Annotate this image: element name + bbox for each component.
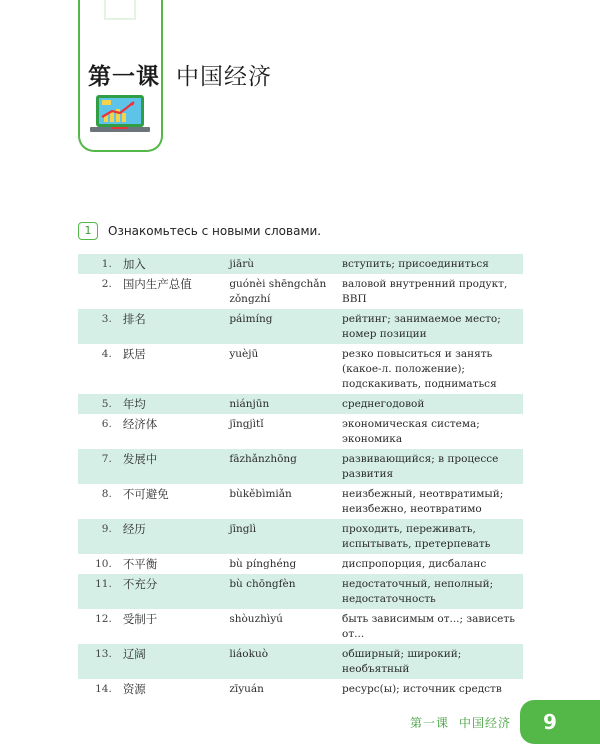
vocab-pinyin: liáokuò xyxy=(226,644,339,679)
vocab-hanzi: 不充分 xyxy=(120,574,227,609)
footer-lesson xyxy=(410,714,511,731)
vocab-number: 14. xyxy=(95,683,112,695)
vocab-translation: вступить; присоединиться xyxy=(339,254,523,274)
vocab-hanzi: 国内生产总值 xyxy=(122,277,192,291)
vocab-row xyxy=(78,394,523,414)
vocabulary-list xyxy=(78,254,523,699)
vocab-number: 8. xyxy=(101,488,112,500)
vocab-hanzi: 受制于 xyxy=(122,612,158,626)
vocab-number: 11. xyxy=(78,574,120,609)
vocab-pinyin: bùkěbìmiǎn xyxy=(229,488,292,500)
vocab-pinyin: páimíng xyxy=(226,309,339,344)
vocab-row xyxy=(78,679,523,699)
vocab-row xyxy=(78,609,523,644)
exercise-number: 1 xyxy=(78,222,98,240)
vocab-number: 13. xyxy=(78,644,120,679)
vocab-translation: валовой внутренний продукт, ВВП xyxy=(342,278,508,305)
vocab-translation: диспропорция, дисбаланс xyxy=(342,558,487,570)
vocab-translation: недостаточный, неполный; недостаточность xyxy=(339,574,523,609)
vocab-row xyxy=(78,309,523,344)
vocab-number: 9. xyxy=(78,519,120,554)
vocab-number: 4. xyxy=(101,348,112,360)
footer-lesson-title: 中国经济 xyxy=(459,716,512,730)
vocab-number: 1. xyxy=(78,254,120,274)
vocab-hanzi: 经历 xyxy=(120,519,227,554)
vocab-row xyxy=(78,574,523,609)
vocab-pinyin: shòuzhìyú xyxy=(229,613,283,625)
vocab-number: 5. xyxy=(78,394,120,414)
footer-lesson-label: 第一课 xyxy=(410,716,450,730)
vocab-hanzi: 经济体 xyxy=(122,417,158,431)
vocab-pinyin: bù pínghéng xyxy=(229,558,297,570)
vocab-pinyin: yuèjū xyxy=(229,348,259,360)
exercise-instruction: Ознакомьтесь с новыми словами. xyxy=(108,224,322,238)
vocab-hanzi: 加入 xyxy=(120,254,227,274)
vocab-translation: экономическая система; экономика xyxy=(342,418,480,445)
vocab-row xyxy=(78,449,523,484)
vocab-number: 3. xyxy=(78,309,120,344)
vocab-row xyxy=(78,414,523,449)
vocab-hanzi: 排名 xyxy=(120,309,227,344)
vocab-pinyin: fāzhǎnzhōng xyxy=(226,449,339,484)
vocab-translation: неизбежный, неотвратимый; неизбежно, неотвратимо xyxy=(342,488,504,515)
vocab-number: 12. xyxy=(95,613,112,625)
vocab-row xyxy=(78,344,523,394)
lesson-label: 第一课 xyxy=(88,63,160,90)
laptop-chart-icon xyxy=(90,93,150,138)
vocab-pinyin: guónèi shēngchǎn zǒngzhí xyxy=(229,278,327,305)
vocab-translation: проходить, переживать, испытывать, претерпевать xyxy=(339,519,523,554)
vocab-row xyxy=(78,644,523,679)
page-number: 9 xyxy=(543,710,557,734)
vocab-pinyin: jiārù xyxy=(226,254,339,274)
vocab-row xyxy=(78,254,523,274)
vocab-row xyxy=(78,554,523,574)
lesson-title: 中国经济 xyxy=(176,64,272,90)
vocab-translation: среднегодовой xyxy=(339,394,523,414)
vocab-number: 6. xyxy=(101,418,112,430)
vocab-hanzi: 跃居 xyxy=(122,347,146,361)
vocab-translation: рейтинг; занимаемое место; номер позиции xyxy=(339,309,523,344)
vocab-row xyxy=(78,274,523,309)
vocab-pinyin: jīngjìtǐ xyxy=(229,418,264,430)
vocab-hanzi: 不平衡 xyxy=(122,557,158,571)
vocab-pinyin: niánjūn xyxy=(226,394,339,414)
vocab-hanzi: 不可避免 xyxy=(122,487,169,501)
vocabulary-table xyxy=(78,254,523,699)
vocab-pinyin: zīyuán xyxy=(229,683,264,695)
vocab-hanzi: 辽阔 xyxy=(120,644,227,679)
vocab-number: 2. xyxy=(101,278,112,290)
vocab-number: 10. xyxy=(95,558,112,570)
vocab-row xyxy=(78,519,523,554)
decorative-icon xyxy=(100,0,140,24)
vocab-translation: обширный; широкий; необъятный xyxy=(339,644,523,679)
vocab-number: 7. xyxy=(78,449,120,484)
vocab-translation: развивающийся; в процессе развития xyxy=(339,449,523,484)
vocab-pinyin: jīnglì xyxy=(226,519,339,554)
vocab-hanzi: 资源 xyxy=(122,682,146,696)
vocab-hanzi: 发展中 xyxy=(120,449,227,484)
vocab-hanzi: 年均 xyxy=(120,394,227,414)
vocab-row xyxy=(78,484,523,519)
vocab-translation: резко повыситься и занять (какое-л. положение); подскакивать, подниматься xyxy=(342,348,497,390)
vocab-pinyin: bù chōngfèn xyxy=(226,574,339,609)
vocab-translation: ресурс(ы); источник средств xyxy=(342,683,502,695)
exercise-heading xyxy=(78,222,321,240)
vocab-translation: быть зависимым от...; зависеть от... xyxy=(342,613,515,640)
